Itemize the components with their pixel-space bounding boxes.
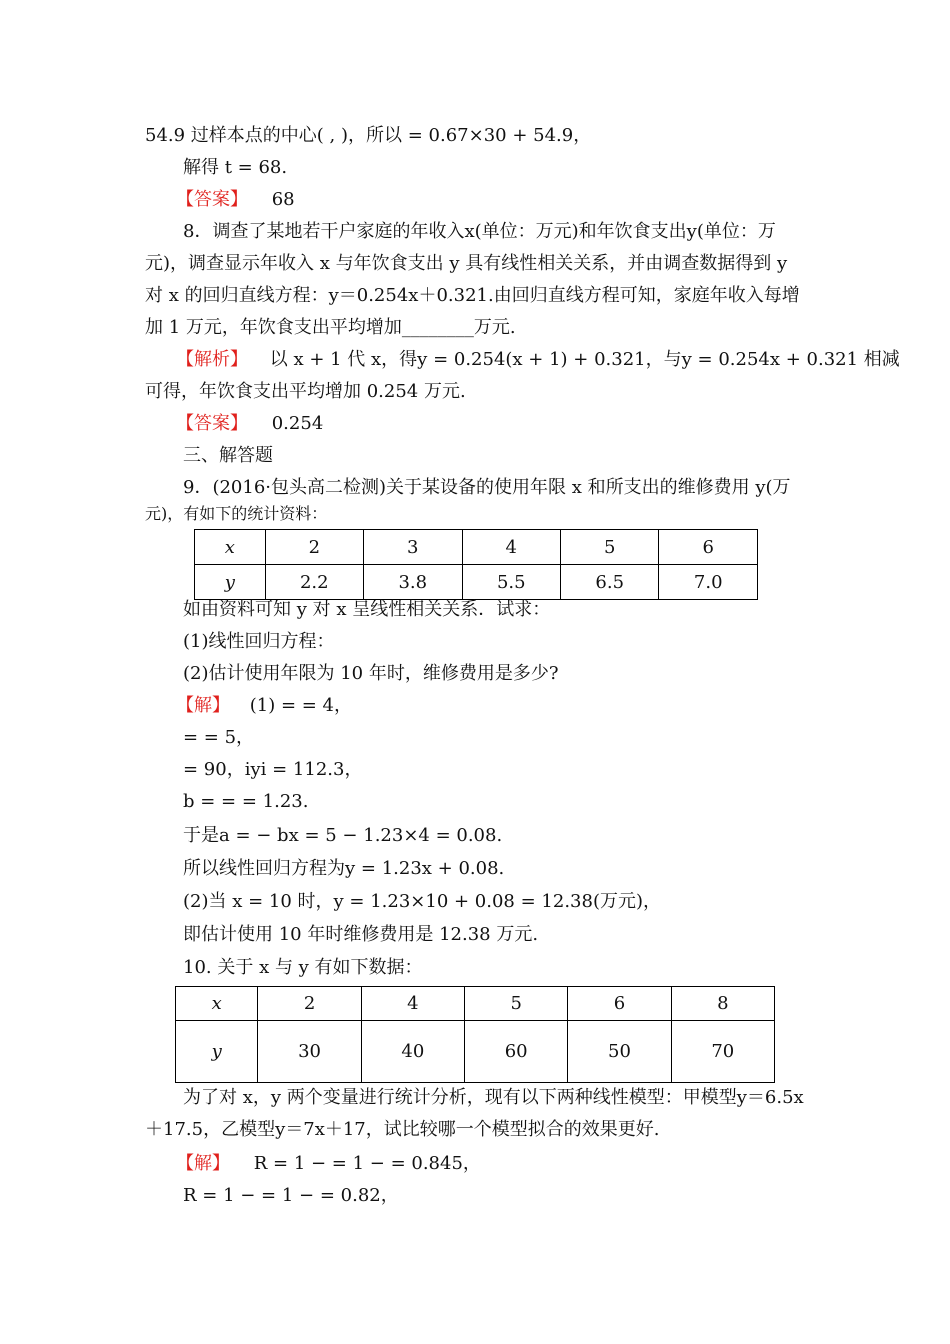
question-line: 元)，有如下的统计资料：	[145, 504, 328, 523]
data-table-1	[194, 529, 758, 600]
table-cell: x	[176, 987, 258, 1021]
table-cell: 6	[568, 987, 671, 1021]
solution-line: R = 1 − = 1 − = 0.82，	[183, 1185, 399, 1206]
solution-line: = = 5，	[183, 727, 255, 748]
table-cell: 2.2	[265, 565, 363, 600]
table-row	[176, 1021, 775, 1083]
table-cell: 2	[265, 530, 363, 565]
solution-tag: 【解】	[176, 695, 230, 716]
table-cell: y	[176, 1021, 258, 1083]
answer-value: 0.254	[271, 413, 324, 434]
question-line: 为了对 x，y 两个变量进行统计分析，现有以下两种线性模型：甲模型y＝6.5x	[183, 1087, 804, 1108]
answer-tag: 【答案】	[176, 189, 248, 210]
table-cell: 6.5	[561, 565, 659, 600]
answer-value: 68	[271, 189, 295, 210]
solution-text: R = 1 − = 1 − = 0.845，	[253, 1153, 481, 1174]
table-cell: 8	[671, 987, 774, 1021]
question-line: (2)估计使用年限为 10 年时，维修费用是多少?	[183, 663, 559, 684]
section-heading: 三、解答题	[183, 445, 273, 466]
table-cell: 3.8	[364, 565, 462, 600]
table-cell: 4	[361, 987, 464, 1021]
table-cell: 50	[568, 1021, 671, 1083]
question-line: 元)，调查显示年收入 x 与年饮食支出 y 具有线性相关关系，并由调查数据得到 y	[145, 253, 788, 274]
solution-line: 即估计使用 10 年时维修费用是 12.38 万元.	[183, 924, 539, 945]
answer-line	[176, 188, 295, 212]
solution-line: 于是a = − bx = 5 − 1.23×4 = 0.08.	[183, 825, 503, 846]
solution-line: = 90，iyi = 112.3，	[183, 759, 363, 780]
solution-line: b = = = 1.23.	[183, 791, 309, 812]
table-cell: 5.5	[462, 565, 560, 600]
table-cell: 6	[659, 530, 758, 565]
question-line: 加 1 万元，年饮食支出平均增加________万元.	[145, 317, 516, 338]
table-cell: 5	[465, 987, 568, 1021]
table-cell: 4	[462, 530, 560, 565]
analysis-line	[176, 348, 900, 372]
table-cell: 5	[561, 530, 659, 565]
solution-line: 所以线性回归方程为y = 1.23x + 0.08.	[183, 858, 505, 879]
solution-line: (2)当 x = 10 时，y = 1.23×10 + 0.08 = 12.38(万元)，	[183, 891, 661, 912]
answer-tag: 【答案】	[176, 413, 248, 434]
table-row	[195, 565, 758, 600]
solution-text: (1) = = 4，	[249, 695, 353, 716]
data-table-2	[175, 986, 775, 1083]
analysis-line: 可得，年饮食支出平均增加 0.254 万元.	[145, 381, 466, 402]
question-line: 对 x 的回归直线方程：y＝0.254x＋0.321.由回归直线方程可知，家庭年收入每增	[145, 285, 800, 306]
table-cell: 70	[671, 1021, 774, 1083]
text-line: 解得 t = 68.	[183, 157, 288, 178]
question-line: 8．调查了某地若干户家庭的年收入x(单位：万元)和年饮食支出y(单位：万	[183, 221, 776, 242]
table-cell: 3	[364, 530, 462, 565]
table-cell: 40	[361, 1021, 464, 1083]
question-line: ＋17.5，乙模型y＝7x＋17，试比较哪一个模型拟合的效果更好.	[145, 1119, 660, 1140]
solution-line	[176, 1152, 481, 1176]
table-cell: 60	[465, 1021, 568, 1083]
table-cell: y	[195, 565, 266, 600]
solution-line	[176, 694, 352, 718]
table-cell: x	[195, 530, 266, 565]
analysis-text: 以 x + 1 代 x，得y = 0.254(x + 1) + 0.321，与y = 0.254x + 0.321 相减	[269, 349, 900, 370]
question-line: 10. 关于 x 与 y 有如下数据：	[183, 957, 423, 978]
analysis-tag: 【解析】	[176, 349, 248, 370]
table-row	[176, 987, 775, 1021]
answer-line	[176, 412, 323, 436]
table-row	[195, 530, 758, 565]
question-line: (1)线性回归方程：	[183, 631, 335, 652]
table-cell: 7.0	[659, 565, 758, 600]
question-line: 如由资料可知 y 对 x 呈线性相关关系．试求：	[183, 599, 551, 620]
solution-tag: 【解】	[176, 1153, 230, 1174]
text-line: 54.9 过样本点的中心( , )，所以 = 0.67×30 + 54.9，	[145, 125, 592, 146]
table-cell: 2	[258, 987, 361, 1021]
table-cell: 30	[258, 1021, 361, 1083]
question-line: 9．(2016·包头高二检测)关于某设备的使用年限 x 和所支出的维修费用 y(万	[183, 477, 791, 498]
